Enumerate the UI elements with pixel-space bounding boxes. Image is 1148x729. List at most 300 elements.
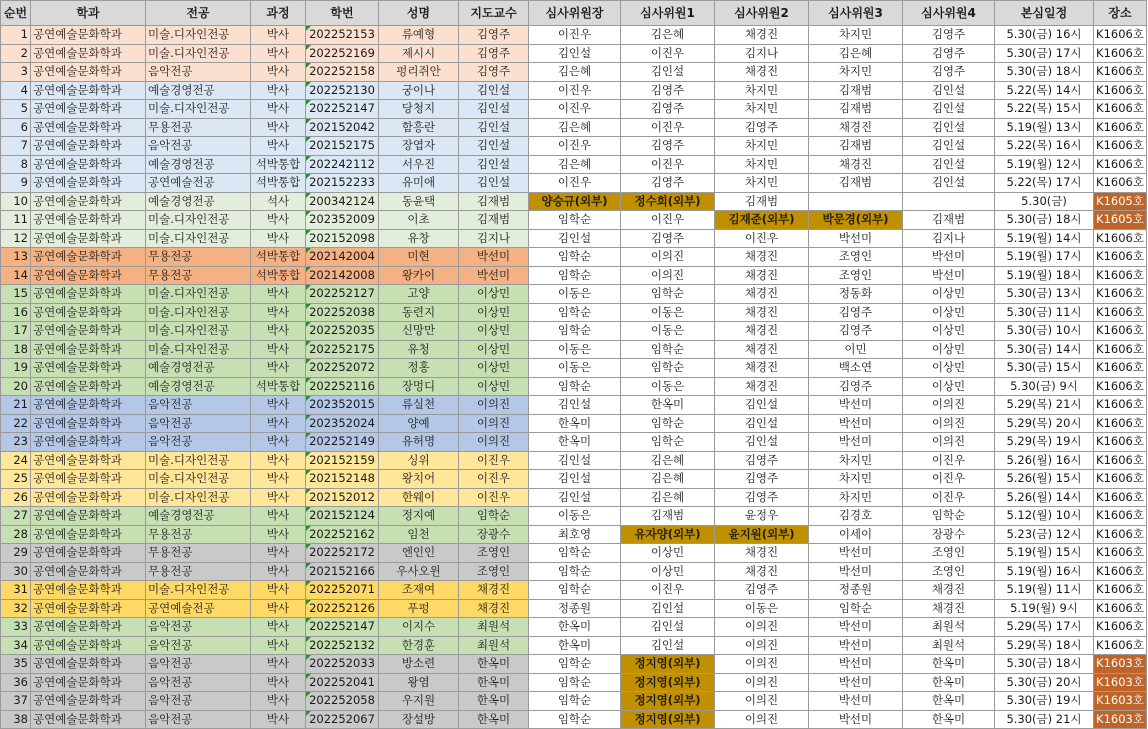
cell-m2[interactable]: 김영주: [715, 470, 809, 489]
cell-no[interactable]: 17: [1, 322, 31, 341]
cell-name[interactable]: 정지예: [379, 507, 459, 526]
cell-m3[interactable]: 김영주: [809, 303, 903, 322]
cell-m2[interactable]: 김재준(외부): [715, 211, 809, 230]
cell-course[interactable]: 박사: [251, 359, 306, 378]
cell-dept[interactable]: 공연예술문화학과: [31, 655, 146, 674]
cell-room[interactable]: K1606호: [1094, 229, 1147, 248]
cell-dept[interactable]: 공연예술문화학과: [31, 377, 146, 396]
cell-id[interactable]: 202252126: [306, 599, 379, 618]
cell-m2[interactable]: 차지민: [715, 137, 809, 156]
cell-course[interactable]: 박사: [251, 655, 306, 674]
cell-id[interactable]: 202252149: [306, 433, 379, 452]
table-row[interactable]: [1, 155, 1147, 174]
cell-id[interactable]: 202252169: [306, 44, 379, 63]
cell-name[interactable]: 동윤택: [379, 192, 459, 211]
cell-m3[interactable]: 조영인: [809, 248, 903, 267]
table-row[interactable]: [1, 544, 1147, 563]
cell-advisor[interactable]: 김재범: [459, 211, 529, 230]
cell-advisor[interactable]: 이의진: [459, 414, 529, 433]
cell-advisor[interactable]: 채경진: [459, 581, 529, 600]
cell-m1[interactable]: 김은혜: [621, 451, 715, 470]
cell-no[interactable]: 33: [1, 618, 31, 637]
cell-date[interactable]: 5.30(금) 11시: [995, 303, 1094, 322]
table-row[interactable]: [1, 581, 1147, 600]
cell-room[interactable]: K1606호: [1094, 525, 1147, 544]
cell-no[interactable]: 14: [1, 266, 31, 285]
cell-m4[interactable]: 이상민: [903, 377, 995, 396]
cell-room[interactable]: K1606호: [1094, 118, 1147, 137]
cell-no[interactable]: 21: [1, 396, 31, 415]
cell-m3[interactable]: 박선미: [809, 618, 903, 637]
cell-course[interactable]: 박사: [251, 525, 306, 544]
cell-m4[interactable]: 이의진: [903, 433, 995, 452]
cell-m2[interactable]: 채경진: [715, 26, 809, 45]
cell-name[interactable]: 임천: [379, 525, 459, 544]
cell-course[interactable]: 박사: [251, 710, 306, 729]
cell-major[interactable]: 미술.디자인전공: [146, 44, 251, 63]
cell-course[interactable]: 박사: [251, 229, 306, 248]
cell-dept[interactable]: 공연예술문화학과: [31, 137, 146, 156]
table-row[interactable]: [1, 470, 1147, 489]
cell-advisor[interactable]: 김영주: [459, 63, 529, 82]
cell-m2[interactable]: 이진우: [715, 229, 809, 248]
table-row[interactable]: [1, 63, 1147, 82]
table-row[interactable]: [1, 229, 1147, 248]
cell-date[interactable]: 5.29(목) 17시: [995, 618, 1094, 637]
cell-no[interactable]: 7: [1, 137, 31, 156]
cell-m2[interactable]: 윤정우: [715, 507, 809, 526]
cell-m3[interactable]: 박선미: [809, 562, 903, 581]
cell-m1[interactable]: 이동은: [621, 322, 715, 341]
cell-m3[interactable]: 김영주: [809, 377, 903, 396]
cell-id[interactable]: 202252038: [306, 303, 379, 322]
cell-id[interactable]: 202252058: [306, 692, 379, 711]
table-row[interactable]: [1, 636, 1147, 655]
table-row[interactable]: [1, 692, 1147, 711]
cell-name[interactable]: 류예형: [379, 26, 459, 45]
cell-major[interactable]: 음악전공: [146, 692, 251, 711]
cell-course[interactable]: 석박통합: [251, 377, 306, 396]
cell-m4[interactable]: 김인설: [903, 174, 995, 193]
cell-room[interactable]: K1606호: [1094, 285, 1147, 304]
cell-room[interactable]: K1606호: [1094, 433, 1147, 452]
cell-m2[interactable]: 채경진: [715, 266, 809, 285]
table-row[interactable]: [1, 396, 1147, 415]
cell-no[interactable]: 38: [1, 710, 31, 729]
table-row[interactable]: [1, 710, 1147, 729]
cell-course[interactable]: 박사: [251, 636, 306, 655]
cell-room[interactable]: K1606호: [1094, 266, 1147, 285]
cell-no[interactable]: 23: [1, 433, 31, 452]
cell-chair[interactable]: 한옥미: [529, 636, 621, 655]
cell-m3[interactable]: 박선미: [809, 692, 903, 711]
cell-major[interactable]: 예술경영전공: [146, 155, 251, 174]
cell-dept[interactable]: 공연예술문화학과: [31, 81, 146, 100]
cell-dept[interactable]: 공연예술문화학과: [31, 692, 146, 711]
cell-advisor[interactable]: 이상민: [459, 340, 529, 359]
cell-date[interactable]: 5.30(금) 20시: [995, 673, 1094, 692]
cell-id[interactable]: 202252147: [306, 618, 379, 637]
cell-course[interactable]: 박사: [251, 470, 306, 489]
cell-no[interactable]: 25: [1, 470, 31, 489]
cell-date[interactable]: 5.26(월) 16시: [995, 451, 1094, 470]
cell-name[interactable]: 유청: [379, 340, 459, 359]
cell-date[interactable]: 5.22(목) 14시: [995, 81, 1094, 100]
cell-room[interactable]: K1606호: [1094, 26, 1147, 45]
cell-m1[interactable]: 이동은: [621, 303, 715, 322]
cell-no[interactable]: 37: [1, 692, 31, 711]
cell-room[interactable]: K1606호: [1094, 137, 1147, 156]
table-row[interactable]: [1, 525, 1147, 544]
cell-m4[interactable]: 이진우: [903, 488, 995, 507]
cell-m2[interactable]: 김인설: [715, 433, 809, 452]
cell-m4[interactable]: 임학순: [903, 507, 995, 526]
cell-dept[interactable]: 공연예술문화학과: [31, 618, 146, 637]
cell-course[interactable]: 박사: [251, 488, 306, 507]
cell-room[interactable]: K1603호: [1094, 692, 1147, 711]
cell-no[interactable]: 10: [1, 192, 31, 211]
cell-m4[interactable]: 이의진: [903, 396, 995, 415]
cell-major[interactable]: 미술.디자인전공: [146, 581, 251, 600]
cell-m1[interactable]: 이의진: [621, 266, 715, 285]
cell-chair[interactable]: 이동은: [529, 359, 621, 378]
cell-advisor[interactable]: 한옥미: [459, 655, 529, 674]
cell-m1[interactable]: 김영주: [621, 81, 715, 100]
cell-major[interactable]: 미술.디자인전공: [146, 451, 251, 470]
cell-dept[interactable]: 공연예술문화학과: [31, 414, 146, 433]
cell-major[interactable]: 무용전공: [146, 562, 251, 581]
cell-no[interactable]: 4: [1, 81, 31, 100]
cell-course[interactable]: 박사: [251, 396, 306, 415]
cell-chair[interactable]: 양승규(외부): [529, 192, 621, 211]
cell-m2[interactable]: 채경진: [715, 248, 809, 267]
cell-major[interactable]: 음악전공: [146, 655, 251, 674]
cell-m2[interactable]: 김영주: [715, 581, 809, 600]
cell-m2[interactable]: 채경진: [715, 377, 809, 396]
cell-m1[interactable]: 김인설: [621, 599, 715, 618]
cell-id[interactable]: 202152098: [306, 229, 379, 248]
cell-m4[interactable]: 김인설: [903, 155, 995, 174]
cell-advisor[interactable]: 이상민: [459, 359, 529, 378]
cell-name[interactable]: 왕염: [379, 673, 459, 692]
cell-no[interactable]: 30: [1, 562, 31, 581]
cell-major[interactable]: 미술.디자인전공: [146, 322, 251, 341]
cell-id[interactable]: 202242112: [306, 155, 379, 174]
cell-m4[interactable]: 김재범: [903, 211, 995, 230]
cell-name[interactable]: 궁이나: [379, 81, 459, 100]
table-row[interactable]: [1, 192, 1147, 211]
cell-chair[interactable]: 이진우: [529, 81, 621, 100]
cell-date[interactable]: 5.30(금) 9시: [995, 377, 1094, 396]
cell-id[interactable]: 202352009: [306, 211, 379, 230]
cell-date[interactable]: 5.29(목) 20시: [995, 414, 1094, 433]
cell-dept[interactable]: 공연예술문화학과: [31, 174, 146, 193]
cell-chair[interactable]: 한옥미: [529, 433, 621, 452]
cell-m2[interactable]: 채경진: [715, 63, 809, 82]
cell-dept[interactable]: 공연예술문화학과: [31, 636, 146, 655]
table-row[interactable]: [1, 618, 1147, 637]
cell-id[interactable]: 202252175: [306, 340, 379, 359]
cell-id[interactable]: 202252162: [306, 525, 379, 544]
cell-m3[interactable]: 이민: [809, 340, 903, 359]
cell-id[interactable]: 202252153: [306, 26, 379, 45]
cell-chair[interactable]: 임학순: [529, 544, 621, 563]
cell-dept[interactable]: 공연예술문화학과: [31, 118, 146, 137]
cell-course[interactable]: 박사: [251, 618, 306, 637]
cell-advisor[interactable]: 최원석: [459, 618, 529, 637]
cell-no[interactable]: 15: [1, 285, 31, 304]
cell-chair[interactable]: 임학순: [529, 248, 621, 267]
cell-advisor[interactable]: 이상민: [459, 322, 529, 341]
cell-m2[interactable]: 채경진: [715, 303, 809, 322]
cell-advisor[interactable]: 김지나: [459, 229, 529, 248]
cell-chair[interactable]: 이진우: [529, 26, 621, 45]
cell-room[interactable]: K1606호: [1094, 174, 1147, 193]
cell-major[interactable]: 음악전공: [146, 414, 251, 433]
cell-no[interactable]: 26: [1, 488, 31, 507]
cell-dept[interactable]: 공연예술문화학과: [31, 340, 146, 359]
cell-room[interactable]: K1606호: [1094, 377, 1147, 396]
cell-m1[interactable]: 김은혜: [621, 26, 715, 45]
cell-dept[interactable]: 공연예술문화학과: [31, 63, 146, 82]
cell-date[interactable]: 5.29(목) 19시: [995, 433, 1094, 452]
cell-no[interactable]: 18: [1, 340, 31, 359]
cell-name[interactable]: 펑리쥐안: [379, 63, 459, 82]
cell-dept[interactable]: 공연예술문화학과: [31, 562, 146, 581]
table-row[interactable]: [1, 451, 1147, 470]
cell-chair[interactable]: 임학순: [529, 692, 621, 711]
cell-advisor[interactable]: 이진우: [459, 488, 529, 507]
cell-dept[interactable]: 공연예술문화학과: [31, 507, 146, 526]
cell-advisor[interactable]: 이진우: [459, 470, 529, 489]
cell-no[interactable]: 5: [1, 100, 31, 119]
cell-room[interactable]: K1606호: [1094, 618, 1147, 637]
cell-no[interactable]: 12: [1, 229, 31, 248]
table-row[interactable]: [1, 248, 1147, 267]
cell-id[interactable]: 202152124: [306, 507, 379, 526]
cell-m2[interactable]: 채경진: [715, 359, 809, 378]
cell-no[interactable]: 2: [1, 44, 31, 63]
cell-major[interactable]: 미술.디자인전공: [146, 26, 251, 45]
cell-date[interactable]: 5.30(금) 18시: [995, 63, 1094, 82]
cell-name[interactable]: 한웨이: [379, 488, 459, 507]
cell-dept[interactable]: 공연예술문화학과: [31, 266, 146, 285]
cell-m2[interactable]: 이의진: [715, 655, 809, 674]
cell-m1[interactable]: 한옥미: [621, 396, 715, 415]
cell-course[interactable]: 박사: [251, 285, 306, 304]
cell-room[interactable]: K1606호: [1094, 488, 1147, 507]
cell-m4[interactable]: 김지나: [903, 229, 995, 248]
cell-course[interactable]: 박사: [251, 673, 306, 692]
cell-m1[interactable]: 정지영(외부): [621, 673, 715, 692]
table-row[interactable]: [1, 507, 1147, 526]
cell-chair[interactable]: 김은혜: [529, 155, 621, 174]
cell-name[interactable]: 장멍디: [379, 377, 459, 396]
cell-course[interactable]: 석사: [251, 192, 306, 211]
cell-m1[interactable]: 이상민: [621, 562, 715, 581]
cell-no[interactable]: 20: [1, 377, 31, 396]
cell-advisor[interactable]: 박선미: [459, 248, 529, 267]
cell-m3[interactable]: 차지민: [809, 470, 903, 489]
cell-m3[interactable]: 채경진: [809, 118, 903, 137]
cell-m2[interactable]: 채경진: [715, 322, 809, 341]
cell-m2[interactable]: 김인설: [715, 414, 809, 433]
cell-room[interactable]: K1606호: [1094, 562, 1147, 581]
cell-chair[interactable]: 임학순: [529, 562, 621, 581]
cell-m2[interactable]: 김지나: [715, 44, 809, 63]
cell-room[interactable]: K1606호: [1094, 248, 1147, 267]
table-row[interactable]: [1, 266, 1147, 285]
cell-date[interactable]: 5.30(금) 10시: [995, 322, 1094, 341]
cell-dept[interactable]: 공연예술문화학과: [31, 710, 146, 729]
cell-name[interactable]: 엔인인: [379, 544, 459, 563]
cell-dept[interactable]: 공연예술문화학과: [31, 433, 146, 452]
cell-major[interactable]: 공연예술전공: [146, 174, 251, 193]
cell-chair[interactable]: 김은혜: [529, 118, 621, 137]
cell-m1[interactable]: 김은혜: [621, 470, 715, 489]
cell-name[interactable]: 함흥란: [379, 118, 459, 137]
cell-major[interactable]: 공연예술전공: [146, 599, 251, 618]
cell-no[interactable]: 36: [1, 673, 31, 692]
cell-dept[interactable]: 공연예술문화학과: [31, 396, 146, 415]
cell-name[interactable]: 신망만: [379, 322, 459, 341]
cell-m1[interactable]: 김영주: [621, 229, 715, 248]
cell-m2[interactable]: 이동은: [715, 599, 809, 618]
cell-room[interactable]: K1606호: [1094, 544, 1147, 563]
cell-advisor[interactable]: 이진우: [459, 451, 529, 470]
cell-advisor[interactable]: 최원석: [459, 636, 529, 655]
cell-m1[interactable]: 김인설: [621, 63, 715, 82]
cell-major[interactable]: 무용전공: [146, 248, 251, 267]
cell-advisor[interactable]: 김인설: [459, 100, 529, 119]
cell-m1[interactable]: 이상민: [621, 544, 715, 563]
cell-course[interactable]: 박사: [251, 100, 306, 119]
cell-course[interactable]: 박사: [251, 581, 306, 600]
cell-room[interactable]: K1606호: [1094, 581, 1147, 600]
cell-dept[interactable]: 공연예술문화학과: [31, 100, 146, 119]
cell-advisor[interactable]: 임학순: [459, 507, 529, 526]
cell-dept[interactable]: 공연예술문화학과: [31, 229, 146, 248]
cell-m2[interactable]: 채경진: [715, 340, 809, 359]
cell-m4[interactable]: 박선미: [903, 248, 995, 267]
cell-name[interactable]: 유허명: [379, 433, 459, 452]
table-row[interactable]: [1, 81, 1147, 100]
cell-m1[interactable]: 유자양(외부): [621, 525, 715, 544]
cell-no[interactable]: 24: [1, 451, 31, 470]
cell-dept[interactable]: 공연예술문화학과: [31, 359, 146, 378]
cell-name[interactable]: 정홍: [379, 359, 459, 378]
cell-id[interactable]: 202252132: [306, 636, 379, 655]
cell-major[interactable]: 미술.디자인전공: [146, 285, 251, 304]
cell-date[interactable]: 5.22(목) 17시: [995, 174, 1094, 193]
cell-date[interactable]: 5.30(금) 15시: [995, 359, 1094, 378]
cell-m3[interactable]: 박문경(외부): [809, 211, 903, 230]
cell-chair[interactable]: 임학순: [529, 710, 621, 729]
table-row[interactable]: [1, 26, 1147, 45]
cell-m1[interactable]: 임학순: [621, 433, 715, 452]
cell-major[interactable]: 음악전공: [146, 710, 251, 729]
cell-m2[interactable]: 채경진: [715, 562, 809, 581]
cell-dept[interactable]: 공연예술문화학과: [31, 26, 146, 45]
cell-date[interactable]: 5.30(금) 18시: [995, 655, 1094, 674]
cell-date[interactable]: 5.22(목) 15시: [995, 100, 1094, 119]
cell-m3[interactable]: 김경호: [809, 507, 903, 526]
cell-major[interactable]: 음악전공: [146, 137, 251, 156]
cell-id[interactable]: 202252035: [306, 322, 379, 341]
cell-major[interactable]: 예술경영전공: [146, 192, 251, 211]
cell-m2[interactable]: 이의진: [715, 636, 809, 655]
cell-name[interactable]: 류실천: [379, 396, 459, 415]
cell-m2[interactable]: 이의진: [715, 618, 809, 637]
cell-major[interactable]: 음악전공: [146, 433, 251, 452]
cell-id[interactable]: 202252072: [306, 359, 379, 378]
cell-m1[interactable]: 이동은: [621, 377, 715, 396]
cell-chair[interactable]: 김인설: [529, 470, 621, 489]
cell-room[interactable]: K1606호: [1094, 322, 1147, 341]
cell-id[interactable]: 202152148: [306, 470, 379, 489]
cell-m4[interactable]: 박선미: [903, 266, 995, 285]
cell-chair[interactable]: 한옥미: [529, 618, 621, 637]
cell-m3[interactable]: 차지민: [809, 26, 903, 45]
cell-course[interactable]: 박사: [251, 211, 306, 230]
cell-date[interactable]: 5.19(월) 11시: [995, 581, 1094, 600]
cell-advisor[interactable]: 조영인: [459, 544, 529, 563]
cell-id[interactable]: 202252130: [306, 81, 379, 100]
cell-chair[interactable]: 김인설: [529, 451, 621, 470]
cell-name[interactable]: 고양: [379, 285, 459, 304]
cell-id[interactable]: 202252067: [306, 710, 379, 729]
cell-m4[interactable]: 김인설: [903, 118, 995, 137]
cell-course[interactable]: 박사: [251, 303, 306, 322]
cell-room[interactable]: K1603호: [1094, 673, 1147, 692]
cell-m4[interactable]: 김인설: [903, 100, 995, 119]
cell-m3[interactable]: 정종원: [809, 581, 903, 600]
cell-m2[interactable]: 김영주: [715, 451, 809, 470]
table-row[interactable]: [1, 211, 1147, 230]
cell-m1[interactable]: 임학순: [621, 414, 715, 433]
cell-m1[interactable]: 김영주: [621, 174, 715, 193]
cell-major[interactable]: 음악전공: [146, 618, 251, 637]
cell-date[interactable]: 5.30(금) 18시: [995, 211, 1094, 230]
cell-dept[interactable]: 공연예술문화학과: [31, 581, 146, 600]
cell-chair[interactable]: 이동은: [529, 340, 621, 359]
cell-m4[interactable]: 김인설: [903, 81, 995, 100]
cell-course[interactable]: 박사: [251, 507, 306, 526]
cell-name[interactable]: 양예: [379, 414, 459, 433]
cell-id[interactable]: 202152233: [306, 174, 379, 193]
cell-room[interactable]: K1605호: [1094, 192, 1147, 211]
cell-id[interactable]: 202252041: [306, 673, 379, 692]
cell-m3[interactable]: 박선미: [809, 636, 903, 655]
table-row[interactable]: [1, 44, 1147, 63]
cell-m3[interactable]: 박선미: [809, 544, 903, 563]
cell-dept[interactable]: 공연예술문화학과: [31, 248, 146, 267]
cell-chair[interactable]: 김인설: [529, 396, 621, 415]
table-row[interactable]: [1, 118, 1147, 137]
cell-chair[interactable]: 임학순: [529, 377, 621, 396]
cell-advisor[interactable]: 채경진: [459, 599, 529, 618]
cell-advisor[interactable]: 김인설: [459, 137, 529, 156]
cell-m2[interactable]: 김재범: [715, 192, 809, 211]
cell-room[interactable]: K1606호: [1094, 100, 1147, 119]
cell-id[interactable]: 202252158: [306, 63, 379, 82]
cell-no[interactable]: 3: [1, 63, 31, 82]
cell-date[interactable]: 5.30(금): [995, 192, 1094, 211]
cell-id[interactable]: 202352024: [306, 414, 379, 433]
cell-id[interactable]: 202152159: [306, 451, 379, 470]
cell-course[interactable]: 박사: [251, 692, 306, 711]
cell-major[interactable]: 미술.디자인전공: [146, 340, 251, 359]
